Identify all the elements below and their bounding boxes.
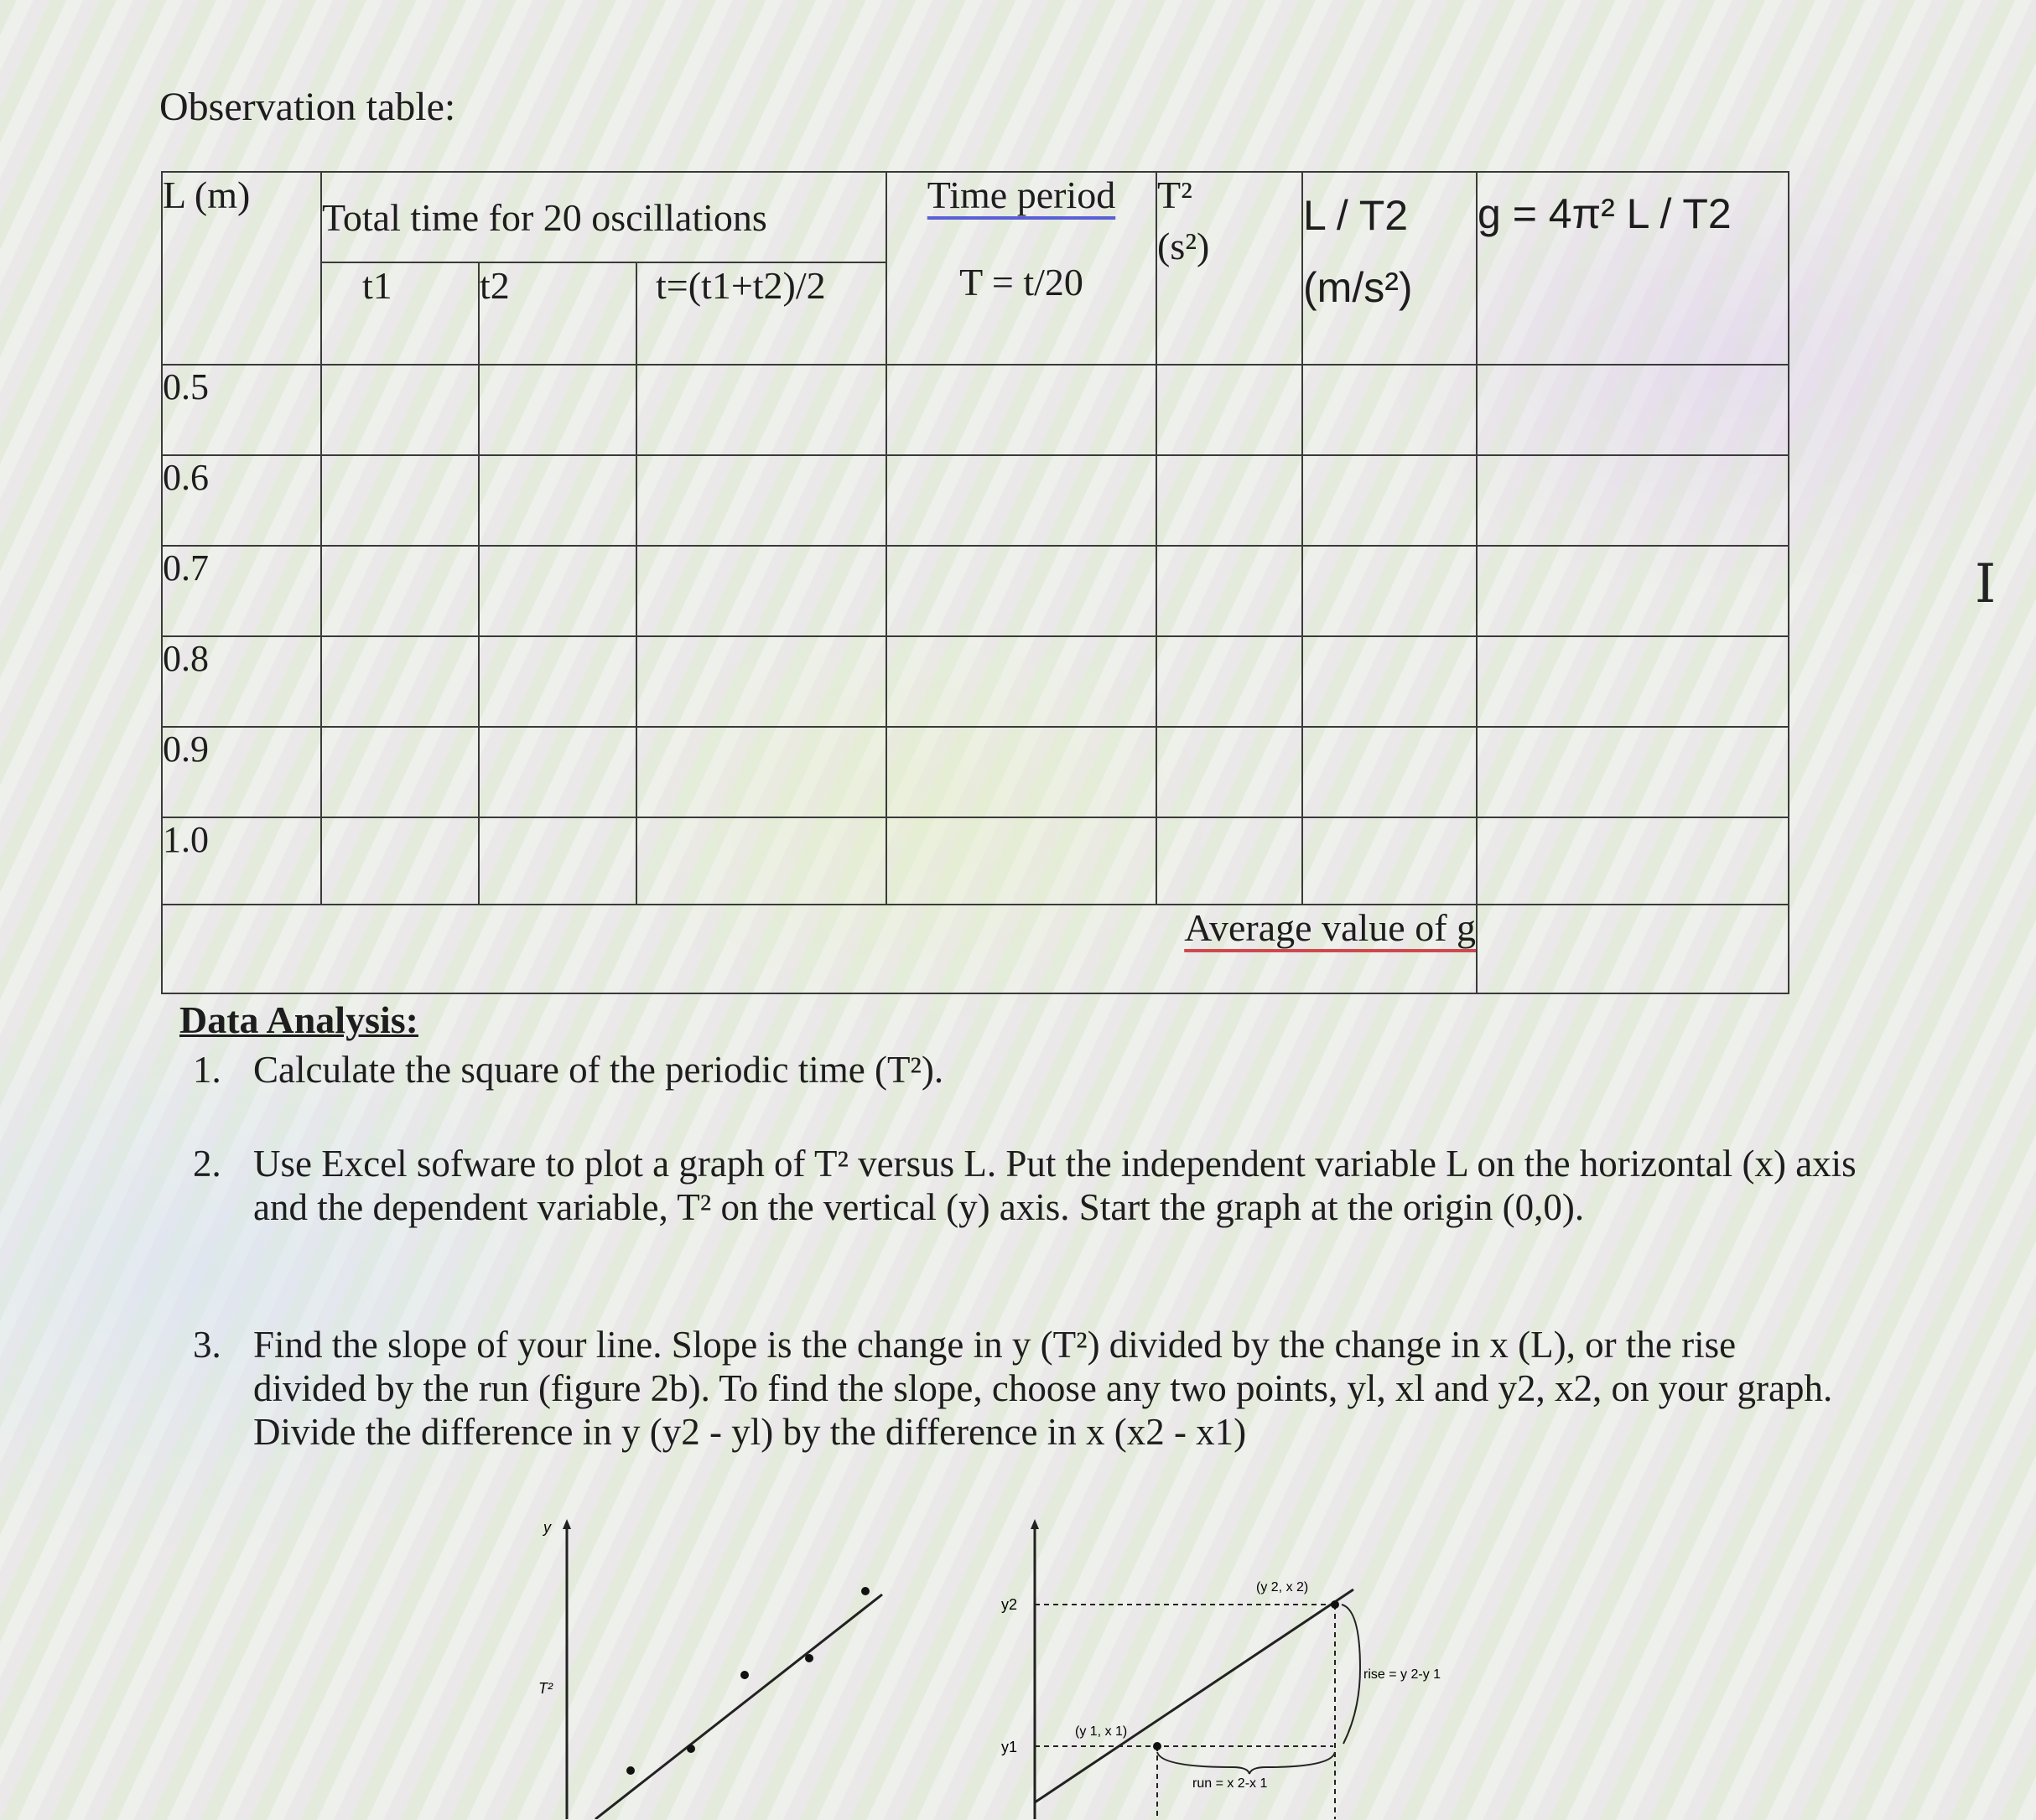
item-number: 3. (193, 1324, 221, 1366)
cell-t1[interactable] (321, 636, 479, 727)
data-point (805, 1654, 813, 1662)
item-text: Use Excel sofware to plot a graph of T² versus L. Put the independent variable L on the horizontal (x) axis and the dependent variable, T² on the vertical (y) axis. Start the graph at the origin (0,0). (253, 1143, 1857, 1228)
cell-t-squared[interactable] (1156, 636, 1302, 727)
point-2 (1331, 1600, 1339, 1609)
data-analysis-title: Data Analysis: (179, 998, 418, 1041)
data-point (740, 1671, 749, 1679)
figure-slope-diagram (981, 1501, 1501, 1819)
data-point (861, 1587, 870, 1595)
item-number: 2. (193, 1143, 221, 1185)
point-1 (1153, 1742, 1161, 1750)
header-l-over-t2 (1302, 172, 1477, 365)
period-formula: T = t/20 (959, 261, 1083, 303)
rise-brace (1342, 1605, 1360, 1744)
cell-t-avg[interactable] (636, 546, 886, 636)
header-length: L (m) (162, 172, 321, 365)
run-label: run = x 2-x 1 (1192, 1776, 1268, 1791)
cell-l-over-t2[interactable] (1302, 455, 1477, 546)
cell-t2[interactable] (479, 455, 636, 546)
table-row (162, 546, 1789, 636)
length-value: 0.9 (162, 727, 321, 817)
cell-g[interactable] (1477, 365, 1789, 455)
best-fit-line (595, 1594, 882, 1819)
cell-t2[interactable] (479, 365, 636, 455)
average-label: Average value of g (1184, 906, 1477, 949)
point-2-label: (y 2, x 2) (1256, 1580, 1309, 1594)
text-cursor-icon: I (1975, 553, 1997, 615)
t-squared-axis-label: T² (538, 1680, 553, 1697)
item-text: Find the slope of your line. Slope is the change in y (T²) divided by the change in x (L), or the rise divided by the run (figure 2b). To find the slope, choose any two points, yl, xl and y2, x2, on your graph. Divide the difference in y (y2 - yl) by the difference in x (x2 - x1) (253, 1324, 1833, 1453)
cell-t1[interactable] (321, 727, 479, 817)
cell-l-over-t2[interactable] (1302, 546, 1477, 636)
cell-t-squared[interactable] (1156, 817, 1302, 905)
cell-l-over-t2[interactable] (1302, 727, 1477, 817)
header-t-avg: t=(t1+t2)/2 (636, 262, 886, 365)
data-point (687, 1745, 695, 1753)
length-value: 0.6 (162, 455, 321, 546)
cell-t-squared[interactable] (1156, 727, 1302, 817)
l-over-t2-label: L / T2 (1303, 192, 1409, 239)
y-axis-arrow (1031, 1519, 1039, 1529)
table-row (162, 817, 1789, 905)
item-number: 1. (193, 1049, 221, 1091)
table-row (162, 727, 1789, 817)
cell-t-squared[interactable] (1156, 365, 1302, 455)
cell-t-avg[interactable] (636, 455, 886, 546)
cell-period[interactable] (886, 817, 1156, 905)
cell-t2[interactable] (479, 546, 636, 636)
cell-period[interactable] (886, 455, 1156, 546)
observation-table (161, 171, 1789, 994)
header-total-time: Total time for 20 oscillations (321, 172, 886, 262)
cell-average-g[interactable] (1477, 905, 1789, 993)
cell-t-avg[interactable] (636, 636, 886, 727)
table-row (162, 365, 1789, 455)
item-text: Calculate the square of the periodic time (T²). (253, 1049, 944, 1091)
rise-label: rise = y 2-y 1 (1363, 1667, 1441, 1682)
cell-t1[interactable] (321, 546, 479, 636)
slope-line (1035, 1589, 1353, 1802)
length-value: 0.8 (162, 636, 321, 727)
cell-period[interactable] (886, 365, 1156, 455)
header-t2: t2 (479, 262, 636, 365)
cell-l-over-t2[interactable] (1302, 365, 1477, 455)
length-value: 0.5 (162, 365, 321, 455)
cell-t2[interactable] (479, 636, 636, 727)
figure-scatter-plot (520, 1501, 914, 1819)
length-value: 1.0 (162, 817, 321, 905)
cell-period[interactable] (886, 727, 1156, 817)
cell-g[interactable] (1477, 546, 1789, 636)
table-row (162, 455, 1789, 546)
cell-l-over-t2[interactable] (1302, 636, 1477, 727)
header-t-squared (1156, 172, 1302, 365)
cell-l-over-t2[interactable] (1302, 817, 1477, 905)
cell-t-squared[interactable] (1156, 546, 1302, 636)
table-row (162, 636, 1789, 727)
average-label-cell (162, 905, 1477, 993)
cell-t1[interactable] (321, 365, 479, 455)
length-value: 0.7 (162, 546, 321, 636)
cell-g[interactable] (1477, 817, 1789, 905)
cell-g[interactable] (1477, 727, 1789, 817)
cell-period[interactable] (886, 546, 1156, 636)
t-squared-unit: (s²) (1157, 225, 1210, 267)
cell-t-avg[interactable] (636, 365, 886, 455)
header-time-period (886, 172, 1156, 365)
point-1-label: (y 1, x 1) (1075, 1724, 1128, 1739)
time-period-label: Time period (927, 174, 1116, 216)
cell-t2[interactable] (479, 817, 636, 905)
cell-g[interactable] (1477, 455, 1789, 546)
l-over-t2-unit: (m/s²) (1303, 264, 1413, 311)
t-squared-label: T² (1157, 174, 1192, 216)
page-title: Observation table: (159, 85, 456, 129)
cell-t-avg[interactable] (636, 727, 886, 817)
y-axis-arrow (563, 1519, 571, 1529)
cell-t2[interactable] (479, 727, 636, 817)
y1-label: y1 (1001, 1739, 1018, 1755)
average-row (162, 905, 1789, 993)
cell-g[interactable] (1477, 636, 1789, 727)
run-brace (1157, 1752, 1335, 1774)
y2-label: y2 (1001, 1596, 1018, 1613)
cell-t-squared[interactable] (1156, 455, 1302, 546)
cell-t1[interactable] (321, 817, 479, 905)
y-axis-label: y (543, 1519, 551, 1536)
header-t1: t1 (321, 262, 479, 365)
cell-t-avg[interactable] (636, 817, 886, 905)
cell-period[interactable] (886, 636, 1156, 727)
data-point (626, 1766, 635, 1775)
header-g-formula: g = 4π² L / T2 (1477, 172, 1789, 365)
cell-t1[interactable] (321, 455, 479, 546)
